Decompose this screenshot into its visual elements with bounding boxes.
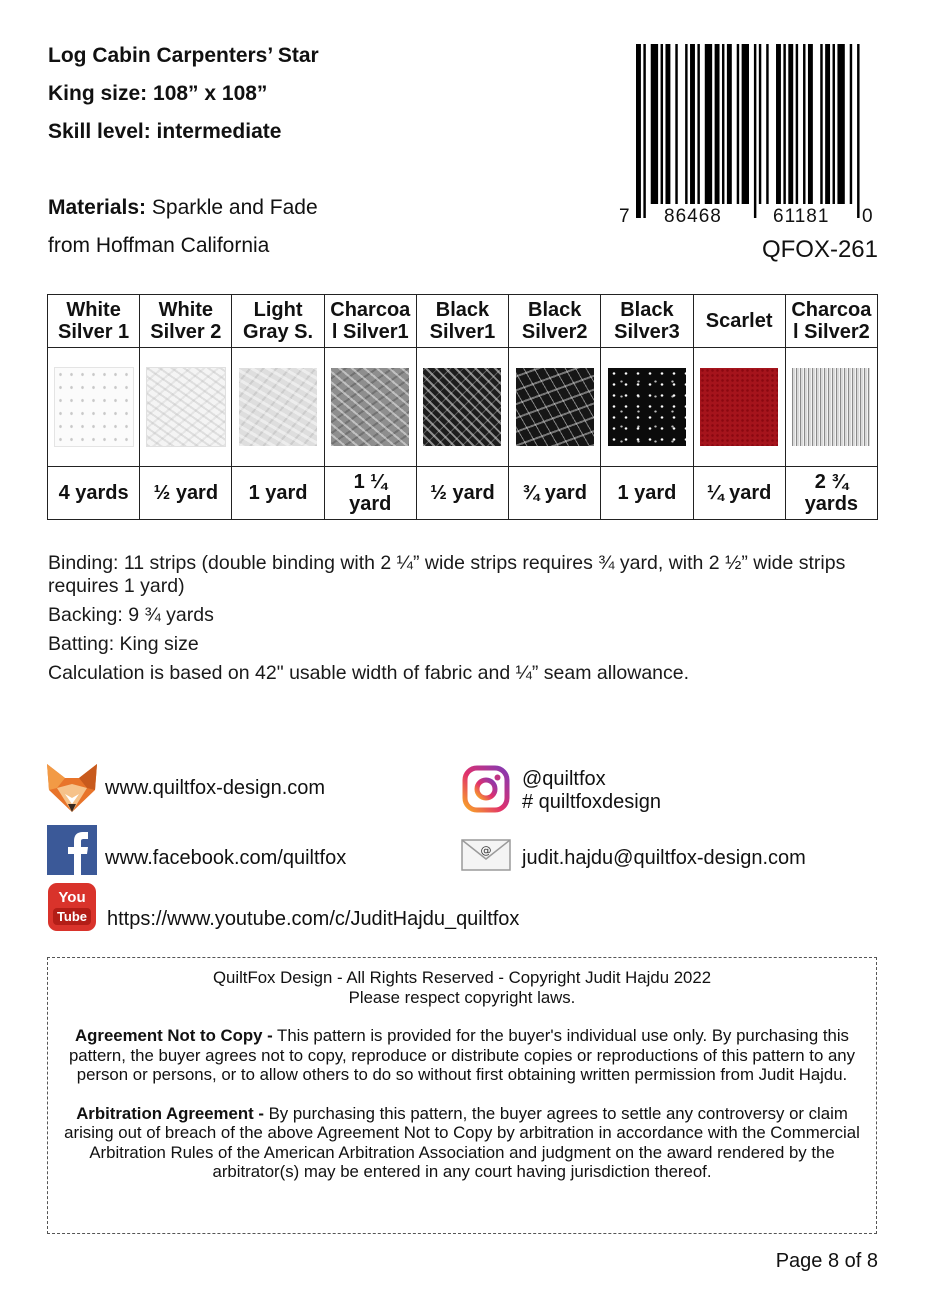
- email-envelope-icon: [461, 839, 511, 871]
- barcode-bar: [837, 44, 844, 204]
- youtube-link[interactable]: https://www.youtube.com/c/JuditHajdu_quiltfox: [107, 908, 520, 930]
- barcode-bar: [833, 44, 835, 204]
- fabric-name-cell: Black Silver2: [509, 295, 601, 348]
- barcode-group-2: 61181: [773, 206, 830, 227]
- barcode-bar: [803, 44, 805, 204]
- barcode-bar: [754, 44, 756, 218]
- barcode-bar: [788, 44, 793, 204]
- white-silver-1-swatch: [54, 367, 134, 447]
- fabric-name-cell: Charcoa l Silver2: [785, 295, 877, 348]
- instagram-hashtag[interactable]: # quiltfoxdesign: [522, 791, 661, 813]
- white-silver-2-swatch: [146, 367, 226, 447]
- agreement-text: This pattern is provided for the buyer's individual use only. By purchasing this pattern, the buyer agrees not to copy, reproduce or distribute copies or reproductions of this pattern to any person or persons, or to allow others to do so without first obtaining written permission from Judit Hajdu.: [68, 1026, 856, 1084]
- barcode-digit-left: 7: [619, 206, 630, 227]
- materials-line: [48, 196, 318, 220]
- fabric-name-cell: White Silver 2: [140, 295, 232, 348]
- fabric-amount-row: [48, 467, 878, 520]
- barcode-bar: [661, 44, 663, 204]
- fabric-name-cell: Charcoa l Silver1: [324, 295, 416, 348]
- copyright-notice-box: [47, 957, 877, 1234]
- fabric-amount-cell: ¼ yard: [693, 467, 785, 520]
- fabric-amount-cell: ½ yard: [416, 467, 508, 520]
- fabric-name-row: [48, 295, 878, 348]
- arbitration-heading: Arbitration Agreement -: [76, 1103, 264, 1123]
- batting-note: Batting: King size: [48, 633, 199, 655]
- barcode-bar: [783, 44, 785, 204]
- facebook-link[interactable]: www.facebook.com/quiltfox: [105, 847, 347, 869]
- fabric-name-cell: Black Silver3: [601, 295, 693, 348]
- calculation-note: Calculation is based on 42" usable width of fabric and ¼” seam allowance.: [48, 662, 690, 684]
- youtube-icon: [48, 883, 96, 931]
- youtube-logo-tube: Tube: [53, 908, 91, 925]
- barcode-bar: [715, 44, 720, 204]
- scarlet-swatch: [700, 368, 778, 446]
- barcode-bar: [796, 44, 798, 204]
- barcode-bar: [857, 44, 859, 218]
- fabric-amount-cell: 1 ¼ yard: [324, 467, 416, 520]
- fabric-amount-cell: 1 yard: [232, 467, 324, 520]
- fabric-amount-cell: 1 yard: [601, 467, 693, 520]
- charcoal-silver-1-swatch: [331, 368, 409, 446]
- instagram-icon: [462, 765, 510, 813]
- barcode-bar: [766, 44, 768, 204]
- fabric-amount-cell: 2 ¾ yards: [785, 467, 877, 520]
- barcode-bar: [727, 44, 732, 204]
- fabric-amount-cell: 4 yards: [48, 467, 140, 520]
- king-size-label: King size: 108” x 108”: [48, 82, 268, 105]
- barcode-bar: [808, 44, 813, 204]
- barcode-bar: [685, 44, 687, 204]
- barcode-bar: [722, 44, 724, 204]
- black-silver-2-swatch: [516, 368, 594, 446]
- fabric-amount-cell: ½ yard: [140, 467, 232, 520]
- copyright-line: QuiltFox Design - All Rights Reserved - Copyright Judit Hajdu 2022: [212, 968, 712, 987]
- materials-label: Materials:: [48, 196, 147, 219]
- instagram-handle[interactable]: @quiltfox: [522, 768, 606, 790]
- fabric-name-cell: Light Gray S.: [232, 295, 324, 348]
- barcode-bar: [705, 44, 712, 204]
- barcode-group-1: 86468: [664, 206, 722, 227]
- fox-logo-icon: [47, 764, 97, 812]
- fabric-amount-cell: ¾ yard: [509, 467, 601, 520]
- skill-level-label: Skill level: intermediate: [48, 120, 282, 143]
- barcode-bar: [651, 44, 658, 204]
- respect-copyright-line: Please respect copyright laws.: [348, 987, 576, 1007]
- barcode-bar: [643, 44, 645, 218]
- barcode-bar: [850, 44, 852, 204]
- svg-text:@: @: [480, 844, 492, 857]
- fabric-name-cell: Scarlet: [693, 295, 785, 348]
- barcode-bar: [737, 44, 739, 204]
- barcode-bar: [665, 44, 670, 204]
- backing-note: Backing: 9 ¾ yards: [48, 604, 214, 626]
- fabric-name-cell: Black Silver1: [416, 295, 508, 348]
- page-number: Page 8 of 8: [775, 1250, 878, 1272]
- barcode-bar: [636, 44, 641, 218]
- materials-source: from Hoffman California: [48, 234, 270, 257]
- fabric-name-cell: White Silver 1: [48, 295, 140, 348]
- black-silver-3-swatch: [608, 368, 686, 446]
- barcode-bar: [759, 44, 761, 204]
- product-code: QFOX-261: [761, 236, 878, 263]
- website-link[interactable]: www.quiltfox-design.com: [105, 777, 326, 799]
- black-silver-1-swatch: [423, 368, 501, 446]
- barcode-image: [636, 44, 862, 218]
- binding-note: Binding: 11 strips (double binding with 2 ¼” wide strips requires ¾ yard, with 2 ½” wide strips requires 1 yard): [48, 552, 846, 597]
- facebook-icon: [47, 825, 97, 875]
- barcode-bar: [690, 44, 695, 204]
- charcoal-silver-2-swatch: [792, 368, 870, 446]
- light-gray-swatch: [239, 368, 317, 446]
- barcode-bar: [820, 44, 822, 204]
- fabric-swatch-row: [48, 348, 878, 467]
- barcode-bar: [742, 44, 749, 204]
- fabric-requirements-table: [47, 294, 878, 520]
- barcode-bar: [776, 44, 781, 204]
- youtube-logo-you: You: [58, 889, 86, 906]
- barcode-digit-right: 0: [862, 206, 873, 227]
- email-link[interactable]: judit.hajdu@quiltfox-design.com: [522, 847, 806, 869]
- barcode-bar: [675, 44, 677, 204]
- agreement-heading: Agreement Not to Copy -: [75, 1026, 273, 1045]
- materials-value: Sparkle and Fade: [146, 196, 318, 219]
- barcode-bar: [825, 44, 830, 204]
- pattern-title: Log Cabin Carpenters’ Star: [48, 44, 319, 67]
- arbitration-text: By purchasing this pattern, the buyer agrees to settle any controversy or claim arising out of breach of the above Agreement Not to Copy by arbitration in accordance with the Commercial Arbitration Rules of the American Arbitration Association and judgment on the award rendered by the arbitrator(s) may be entered in any court having jurisdiction thereof.: [64, 1103, 860, 1181]
- barcode-bar: [697, 44, 699, 204]
